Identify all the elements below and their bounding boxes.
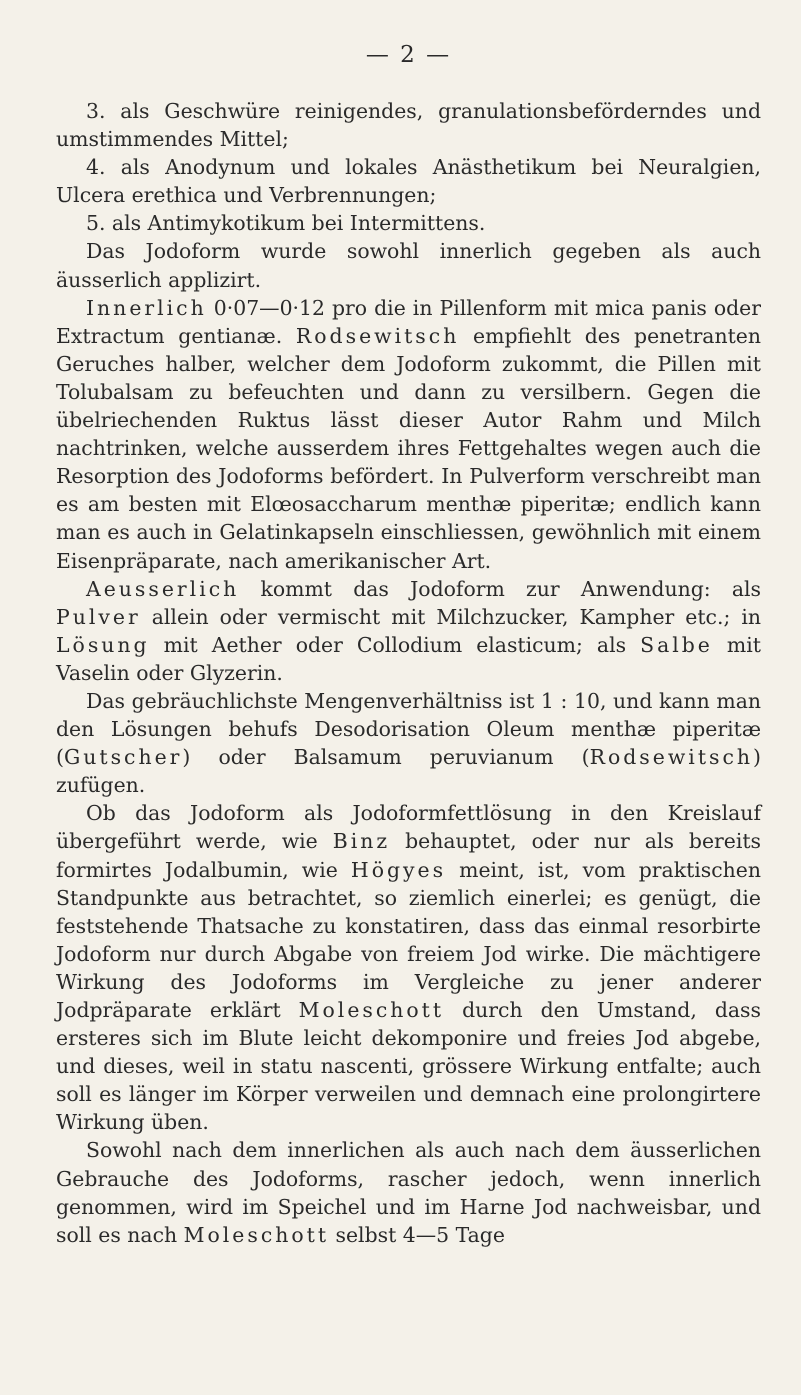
page-number: — 2 — — [365, 42, 452, 68]
text-run: allein oder vermischt mit Milchzucker, Kampher etc.; in — [140, 604, 761, 629]
author-name: Rodsewitsch — [589, 745, 754, 770]
paragraph-2: 4. als Anodynum und lokales Anästhetikum bei Neuralgien, Ulcera erethica und Verbrennungen; — [56, 155, 761, 208]
paragraph-8 — [56, 799, 761, 1136]
emphasis-aeusserlich: Aeusserlich — [86, 576, 240, 601]
text-run: mit Aether oder Collodium elasticum; als — [149, 632, 641, 657]
author-name: Moleschott — [298, 998, 445, 1022]
author-name: Högyes — [350, 857, 447, 882]
text-run: mit Vaselin oder Glyzerin. — [56, 632, 761, 685]
text-run: kommt das Jodoform zur Anwendung: als — [239, 576, 761, 601]
emphasis-innerlich: Innerlich — [86, 295, 207, 320]
paragraph-4: Das Jodoform wurde sowohl innerlich gegeben als auch äusserlich applizirt. — [56, 239, 761, 292]
text-run: ) zufügen. — [56, 745, 761, 798]
text-run: Ob das Jodoform als Jodoformfettlösung in den Kreislauf übergeführt werde, wie — [56, 801, 761, 854]
author-name: Rodsewitsch — [295, 323, 460, 348]
text-run: ) oder Balsamum peruvianum ( — [182, 745, 590, 770]
emphasis-loesung: Lösung — [56, 632, 150, 657]
text-run: durch den Umstand, dass ersteres sich im Blute leicht dekomponire und freies Jod abgebe, und dieses, weil in statu nascenti, grössere Wirkung entfalte; auch soll es länger im Körper verweilen und demnach eine prolongirtere Wirkung üben. — [56, 998, 761, 1135]
paragraph-6 — [56, 575, 761, 687]
text-run: behauptet, oder nur als bereits formirtes Jodalbumin, wie — [56, 829, 762, 882]
paragraph-5 — [56, 294, 761, 575]
body-text — [56, 97, 761, 1249]
text-run: empfiehlt des penetranten Geruches halber, welcher dem Jodoform zukommt, die Pillen mit Tolubalsam zu befeuchten und dann zu versilbern. Gegen die übelriechenden Ruktus lässt dieser Autor Rahm und Milch nachtrinken, welche ausserdem ihres Fettgehaltes wegen auch die Resorption des Jodoforms befördert. In Pulverform verschreibt man es am besten mit Elœosaccharum menthæ piperitæ; endlich kann man es auch in Gelatinkapseln einschliessen, gewöhnlich mit einem Eisenpräparate, nach amerikanischer Art. — [56, 323, 761, 573]
author-name: Binz — [332, 829, 391, 854]
text-run: meint, ist, vom praktischen Standpunkte aus betrachtet, so ziemlich einerlei; es genügt, die feststehende Thatsache zu konstatiren, dass das einmal resorbirte Jodoform nur durch Abgabe von freiem Jod wirke. Die mächtigere Wirkung des Jodoforms im Vergleiche zu jener anderer Jodpräparate erklärt — [56, 857, 761, 1022]
author-name: Gutscher — [63, 745, 183, 770]
paragraph-7 — [56, 687, 761, 799]
emphasis-salbe: Salbe — [640, 632, 713, 657]
text-run: selbst 4—5 Tage — [329, 1222, 505, 1247]
emphasis-pulver: Pulver — [56, 604, 141, 629]
text-run: Das gebräuchlichste Mengenverhältniss ist 1 : 10, und kann man den Lösungen behufs Desodorisation Oleum menthæ piperitæ ( — [56, 688, 761, 770]
paragraph-9 — [56, 1136, 761, 1248]
paragraph-3: 5. als Antimykotikum bei Intermittens. — [86, 211, 486, 236]
text-run: Sowohl nach dem innerlichen als auch nach dem äusserlichen Gebrauche des Jodoforms, rascher jedoch, wenn innerlich genommen, wird im Speichel und im Harne Jod nachweisbar, und soll es nach — [56, 1138, 761, 1247]
paragraph-1: 3. als Geschwüre reinigendes, granulationsbeförderndes und umstimmendes Mittel; — [56, 99, 761, 152]
author-name: Moleschott — [183, 1222, 330, 1247]
text-run: 0·07—0·12 pro die in Pillenform mit mica panis oder Extractum gentianæ. — [56, 295, 761, 348]
